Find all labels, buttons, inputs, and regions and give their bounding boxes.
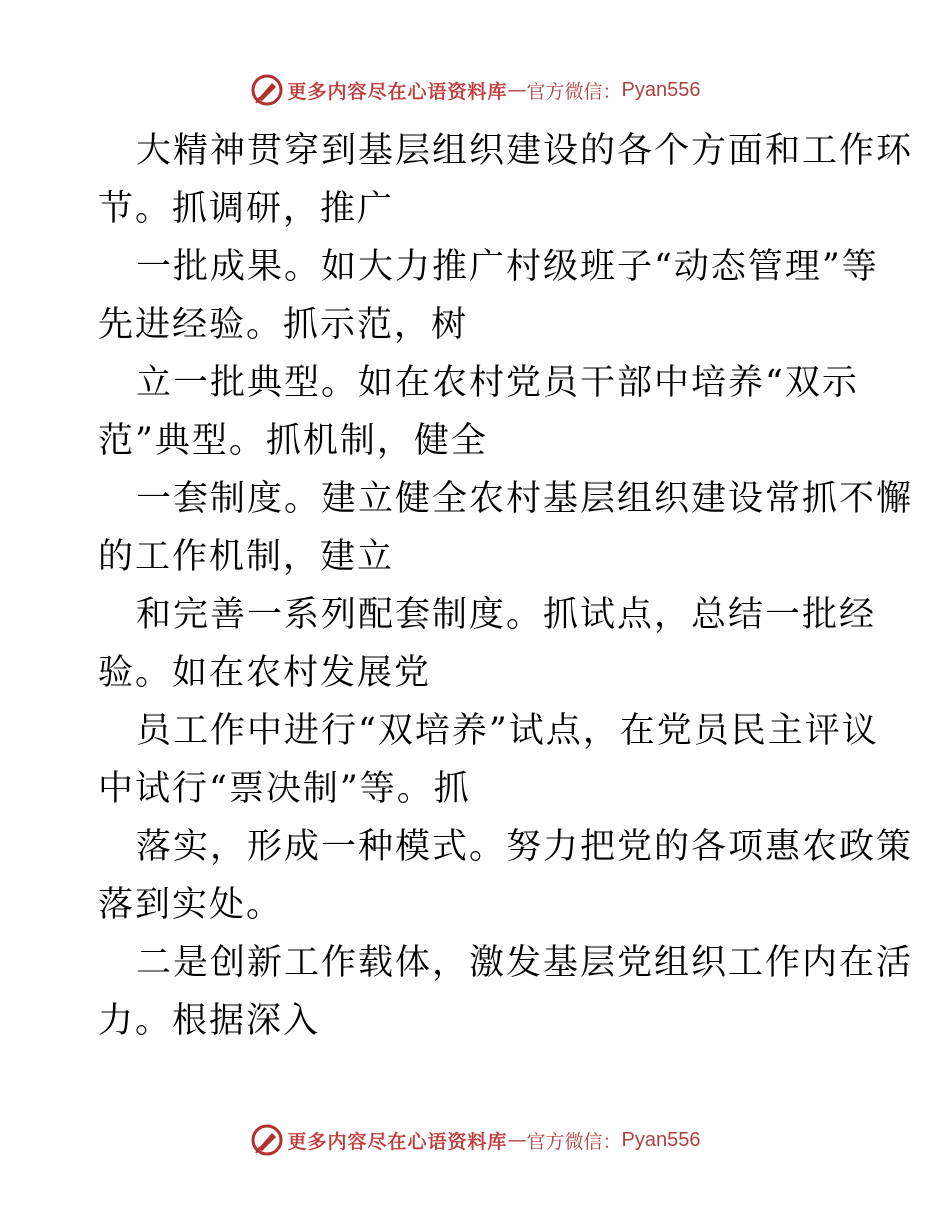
text-line: 员工作中进行“双培养”试点，在党员民主评议 (136, 711, 879, 751)
watermark-text: 更多内容尽在心语资料库 (287, 80, 508, 103)
text-line: 力。根据深入 (98, 1001, 321, 1041)
document-body (98, 122, 914, 1050)
text-line: 一套制度。建立健全农村基层组织建设常抓不懈 (136, 479, 914, 519)
text-line: 立一批典型。如在农村党员干部中培养“双示 (136, 363, 859, 403)
text-line: 大精神贯穿到基层组织建设的各个方面和工作环 (136, 131, 914, 171)
pen-logo-icon (250, 73, 284, 107)
watermark-dash: — (507, 1129, 527, 1151)
watermark-subtitle: 官方微信： (526, 80, 622, 103)
watermark-wechat-id: Pyan556 (621, 78, 701, 101)
text-line: 节。抓调研，推广 (98, 189, 395, 229)
text-line: 一批成果。如大力推广村级班子“动态管理”等 (136, 247, 879, 287)
text-line: 落实，形成一种模式。努力把党的各项惠农政策 (136, 827, 914, 867)
watermark-wechat-id: Pyan556 (621, 1128, 701, 1151)
text-line: 中试行“票决制”等。抓 (98, 769, 471, 809)
watermark-text: 更多内容尽在心语资料库 (287, 1130, 508, 1153)
watermark-footer (0, 1120, 950, 1160)
watermark-subtitle: 官方微信： (526, 1130, 622, 1153)
watermark-header (0, 70, 950, 110)
text-line: 和完善一系列配套制度。抓试点，总结一批经 (136, 595, 877, 635)
pen-logo-icon (250, 1123, 284, 1157)
text-line: 范”典型。抓机制，健全 (98, 421, 488, 461)
text-line: 落到实处。 (98, 885, 284, 925)
text-line: 验。如在农村发展党 (98, 653, 432, 693)
watermark-dash: — (507, 79, 527, 101)
text-line: 二是创新工作载体，激发基层党组织工作内在活 (136, 943, 914, 983)
text-line: 的工作机制，建立 (98, 537, 395, 577)
text-line: 先进经验。抓示范，树 (98, 305, 469, 345)
